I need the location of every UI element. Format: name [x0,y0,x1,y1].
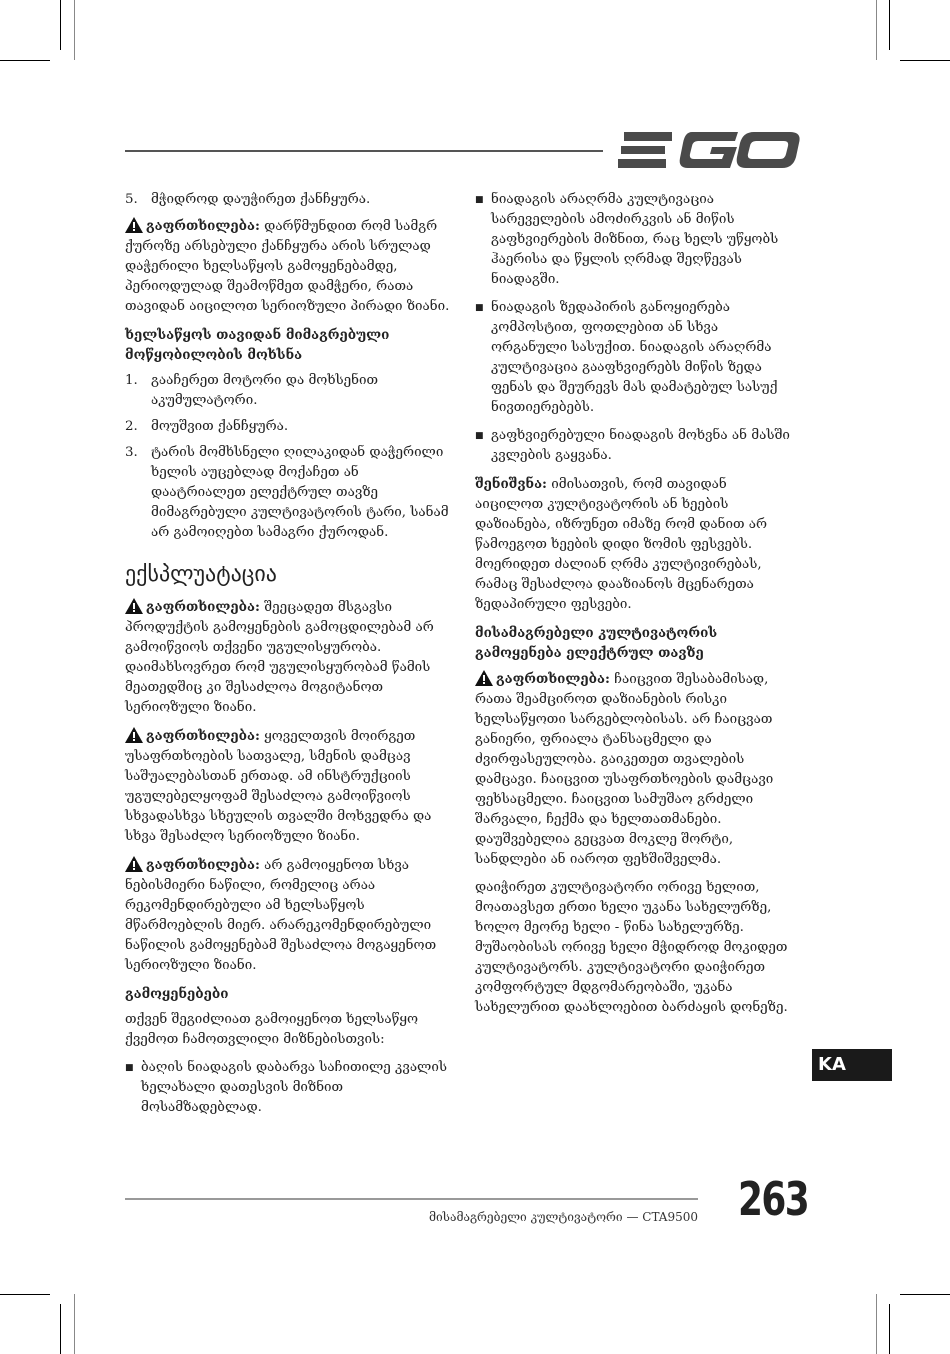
note-paragraph [475,474,795,615]
list-item [125,417,455,437]
list-text: მჭიდროდ დაუჭირეთ ქანჩყურა. [151,192,371,207]
bullet-item [125,1058,455,1118]
left-column [125,190,455,1126]
bullet-item [475,190,795,290]
crop-mark [889,0,890,50]
footer-text: მისამაგრებელი კულტივატორი — CTA9500 [428,1210,698,1224]
operation-paragraph: დაიჭირეთ კულტივატორი ორივე ხელით, მოათავსეთ ერთი ხელი უკანა სახელურზე, ხოლო მეორე ხელი - წინა სახელურზე. მუშაობისას ორივე ხელი მჭიდროდ მოკიდეთ კულტივატორს. კულტივატორი დაიჭირეთ კომფორტულ მდგომარეობაში, უკანა სახელურით დაახლოებით ბარძაყის დონეზე. [475,880,788,1015]
warning-label: გაფრთხილება: [146,728,260,744]
list-item [125,443,455,543]
list-text: მოუშვით ქანჩყურა. [151,419,289,434]
section-heading: ხელსაწყოს თავიდან მიმაგრებული მოწყობილობის მოხსნა [125,327,390,363]
page-number: 263 [738,1172,809,1226]
crop-mark [900,1294,950,1295]
crop-mark [60,0,61,50]
list-item [125,371,455,411]
crop-mark [74,0,75,60]
footer-rule [125,1198,698,1200]
ego-logo [618,128,800,176]
header-rule [125,150,603,152]
bullet-square-icon: ■ [125,1063,134,1073]
warning-triangle-icon [125,856,143,872]
warning-label: გაფრთხილება: [146,218,260,234]
list-text: ტარის მომხსნელი ღილაკიდან დაჭერილი ხელის აუცებლად მოქაჩეთ ან დაატრიალეთ ელექტრულ თავზე მიმაგრებული კულტივატორის ტარი, სანამ არ გამოიღებთ სამაგრი ქუროდან. [151,445,449,540]
warning-text: არ გამოიყენოთ სხვა ნებისმიერი ნაწილი, რომელიც არაა რეკომენდირებული ამ ხელსაწყოს მწარმოებლის მიერ. არარეკომენდირებული ნაწილის გამოყენებამ შესაძლოა მოგაყენოთ სერიოზული ზიანი. [125,858,437,973]
bullet-square-icon: ■ [475,303,484,313]
warning-triangle-icon [125,217,143,233]
right-column [475,190,795,1026]
warning-text: შეეცადეთ მსგავსი პროდუქტის გამოყენების გამოცდილებამ არ გამოიწვიოს თქვენი უგულისყურობა. დაიმახსოვრეთ რომ უგულისყურობამ წამის მეათედშიც კი შესაძლოა მოგიტანოთ სერიოზული ზიანი. [125,600,434,715]
warning-paragraph [125,855,455,976]
bullet-item [475,426,795,466]
ego-logo-graphic [618,128,800,172]
bullet-text: ნიადაგის ზედაპირის განოყიერება კომპოსტით, ფოთლებით ან სხვა ორგანული სასუქით. ნიადაგის არაღრმა კულტივაცია გააფხვიერებს მიწის ზედა ფენას და შეურევს მას დამატებულ სასუქ ნივთიერებებს. [491,300,778,415]
crop-mark [0,60,50,61]
warning-triangle-icon [475,670,493,686]
section-heading: მისამაგრებელი კულტივატორის გამოყენება ელექტრულ თავზე [475,625,718,661]
crop-mark [74,1294,75,1354]
list-number: 1. [125,373,138,388]
warning-paragraph [125,597,455,718]
list-number: 5. [125,192,138,207]
bullet-text: ნიადაგის არაღრმა კულტივაცია სარეველების ამოძირკვის ან მიწის გაფხვიერების მიზნით, რაც ხელს უწყობს ჰაერისა და წყლის ღრმად შეღწევას ნიადაგში. [491,192,779,287]
uses-intro: თქვენ შეგიძლიათ გამოიყენოთ ხელსაწყო ქვემოთ ჩამოთვლილი მიზნებისთვის: [125,1012,419,1047]
language-tab: KA [812,1049,892,1081]
bullet-text: გაფხვიერებული ნიადაგის მოხვნა ან მასში კვლების გაყვანა. [491,428,790,463]
note-text: იმისათვის, რომ თავიდან აიცილოთ კულტივატორის ან ხეების დაზიანება, იზრუნეთ იმაზე რომ დანით არ წამოეგოთ ხეების დიდი ზომის ფესვებს. მოერიდეთ ძალიან ღრმა კულტივირებას, რამაც შესაძლოა დააზიანოს მცენარეთა ზედაპირული ფესვები. [475,477,768,612]
bullet-item [475,298,795,418]
warning-label: გაფრთხილება: [146,599,260,615]
crop-mark [876,0,877,60]
note-label: შენიშვნა: [475,476,547,492]
bullet-text: ბაღის ნიადაგის დაბარვა საჩითილე კვალის ხელახალი დათესვის მიზნით მოსამზადებლად. [141,1060,447,1115]
crop-mark [0,1294,50,1295]
warning-text: ყოველთვის მოირგეთ უსაფრთხოების სათვალე, სმენის დამცავ საშუალებასთან ერთად. ამ ინსტრუქციის უგულებელყოფამ შესაძლოა გამოიწვიოს სხვადასხვა სხეულის თვალში მოხვედრა და სხვა შესაძლო სერიოზული ზიანი. [125,729,432,844]
section-heading: გამოყენებები [125,986,229,1002]
warning-paragraph [125,216,455,317]
list-text: გააჩერეთ მოტორი და მოხსენით აკუმულატორი. [151,373,379,408]
crop-mark [900,60,950,61]
list-number: 3. [125,445,138,460]
section-title: ექსპლუატაცია [125,562,277,587]
warning-paragraph [125,726,455,847]
list-item [125,190,455,210]
warning-label: გაფრთხილება: [146,857,260,873]
bullet-square-icon: ■ [475,431,484,441]
crop-mark [60,1304,61,1354]
warning-paragraph [475,669,795,870]
warning-triangle-icon [125,727,143,743]
warning-text: ჩაიცვით შესაბამისად, რათა შეამციროთ დაზიანების რისკი ხელსაწყოთი სარგებლობისას. არ ჩაიცვათ განიერი, ფრიალა ტანსაცმელი და ძვირფასეულობა. გაიკეთეთ თვალების დამცავი. ჩაიცვით უსაფრთხოების დამცავი ფეხსაცმელი. ჩაიცვით სამუშაო გრძელი შარვალი, ჩექმა და ხელთათმანები. დაუშვებელია გეცვათ მოკლე შორტი, სანდლები ან იაროთ ფეხშიშველმა. [475,672,774,867]
list-number: 2. [125,419,138,434]
bullet-square-icon: ■ [475,195,484,205]
crop-mark [876,1294,877,1354]
warning-text: დარწმუნდით რომ სამგრ ქუროზე არსებული ქანჩყურა არის სრულად დაჭერილი ხელსაწყოს გამოყენებამდე, პერიოდულად შეამოწმეთ დამჭერი, რათა თავიდან აიცილოთ სერიოზული პირადი ზიანი. [125,219,450,314]
crop-mark [889,1304,890,1354]
warning-label: გაფრთხილება: [496,671,610,687]
warning-triangle-icon [125,598,143,614]
